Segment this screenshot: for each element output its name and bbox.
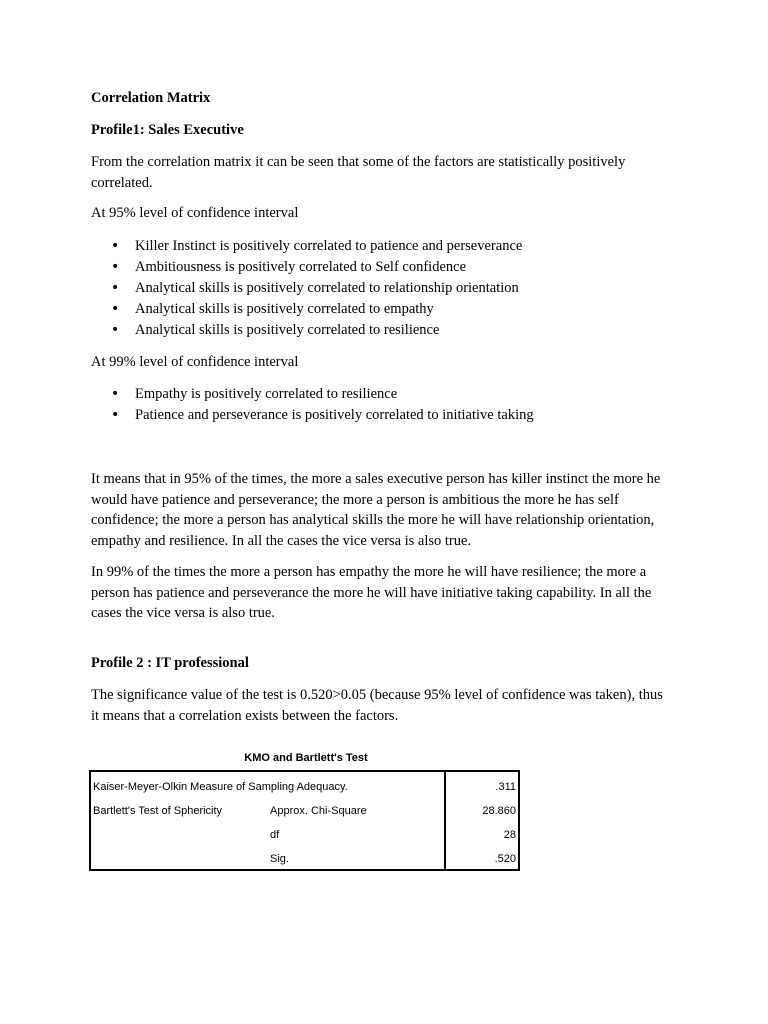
level95-label: At 95% level of confidence interval: [91, 205, 299, 221]
list-item: • Analytical skills is positively correlated to relationship orientation: [91, 278, 691, 299]
list-item: • Ambitiousness is positively correlated to Self confidence: [91, 257, 691, 278]
chi-square-value: 28.860: [482, 805, 516, 817]
bartlett-label: Bartlett's Test of Sphericity: [93, 805, 223, 817]
kmo-label: Kaiser-Meyer-Olkin Measure of Sampling Adequacy.: [93, 781, 348, 793]
list-item: • Patience and perseverance is positively correlated to initiative taking: [91, 405, 691, 426]
bullets-95: [91, 236, 691, 341]
table-divider: [444, 772, 446, 869]
paragraph-99: In 99% of the times the more a person has empathy the more he will have resilience; the more a person has patience and perseverance the more he will have initiative taking capability. In all the cases the vice versa is also true.: [91, 564, 652, 621]
chi-square-label: Approx. Chi-Square: [270, 805, 367, 817]
heading-correlation-matrix: Correlation Matrix: [91, 90, 211, 106]
list-item: • Analytical skills is positively correlated to resilience: [91, 320, 691, 341]
document-page: [91, 88, 691, 726]
kmo-value: .311: [495, 781, 516, 793]
df-label: df: [270, 829, 280, 841]
kmo-table: [89, 770, 520, 871]
paragraph-95: It means that in 95% of the times, the more a sales executive person has killer instinct the more he would have patience and perseverance; the more a person is ambitious the more he has self confidence; the more a person has analytical skills the more he will have relationship orientation, empathy and resilience. In all the cases the vice versa is also true.: [91, 471, 661, 549]
df-value: 28: [503, 829, 516, 841]
sig-value: .520: [494, 853, 516, 865]
kmo-table-title: KMO and Bartlett's Test: [244, 752, 368, 764]
sig-label: Sig.: [270, 853, 289, 865]
profile2-title: Profile 2 : IT professional: [91, 654, 249, 671]
bullets-99: [91, 384, 691, 426]
level99-label: At 99% level of confidence interval: [91, 353, 299, 370]
profile2-text: The significance value of the test is 0.520>0.05 (because 95% level of confidence was taken), thus it means that a correlation exists between the factors.: [91, 687, 663, 724]
profile1-title: Profile1: Sales Executive: [91, 121, 244, 138]
list-item: • Analytical skills is positively correlated to empathy: [91, 299, 691, 320]
list-item: • Empathy is positively correlated to resilience: [91, 384, 691, 405]
profile1-intro: From the correlation matrix it can be seen that some of the factors are statistically positively correlated.: [91, 154, 626, 191]
list-item: • Killer Instinct is positively correlated to patience and perseverance: [91, 236, 691, 257]
